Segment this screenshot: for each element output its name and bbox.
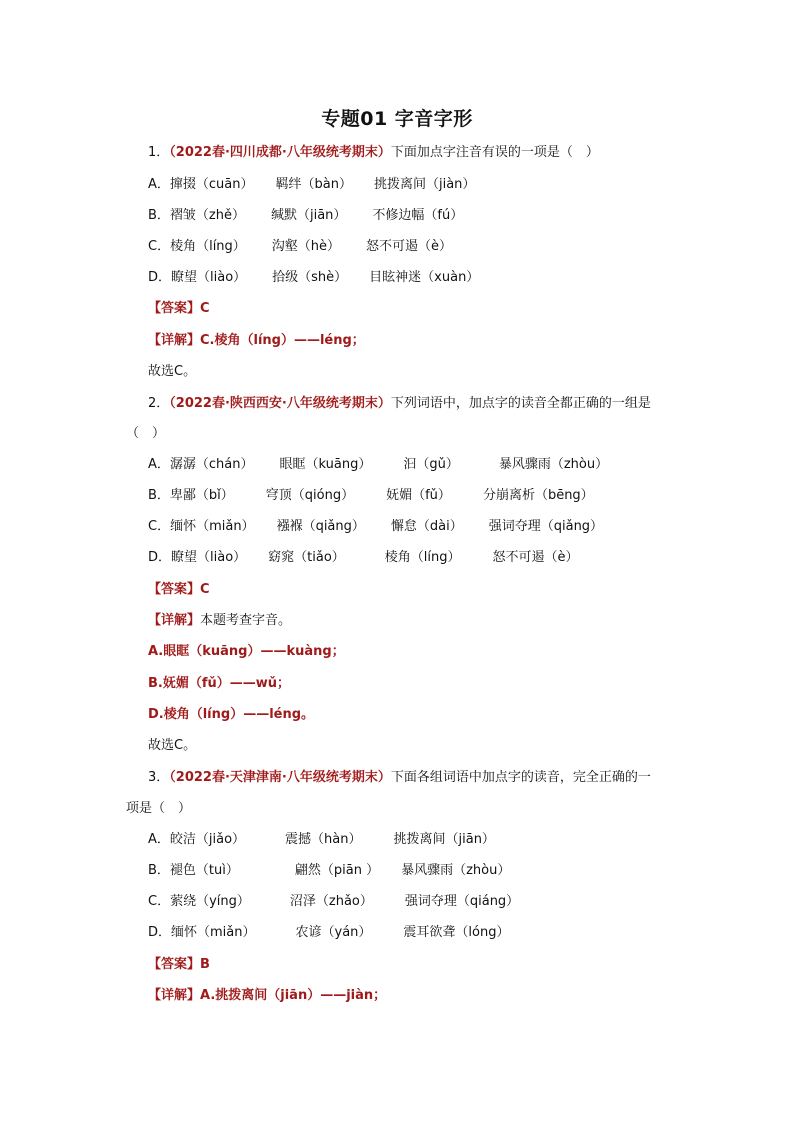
detail-text: C.棱角（líng）——léng； bbox=[200, 333, 365, 348]
detail-label: 【详解】 bbox=[148, 333, 201, 348]
q1-stem-text: 下面加点字注音有误的一项是（ ） bbox=[390, 145, 599, 160]
option-part: 窈窕（tiǎo） bbox=[268, 550, 345, 565]
option-part: D．瞭望（liào） bbox=[148, 270, 247, 285]
option-part: 目眩神迷（xuàn） bbox=[369, 270, 480, 285]
option-part: A．皎洁（jiǎo） bbox=[148, 832, 246, 847]
option-part: 翩然（piān ） bbox=[294, 863, 380, 878]
option-part: 妩媚（fǔ） bbox=[386, 488, 451, 503]
option-part: 农谚（yán） bbox=[295, 925, 372, 940]
answer-label: 【答案】 bbox=[148, 582, 201, 597]
q2-conclusion: 故选C。 bbox=[148, 738, 197, 753]
option-part: 强词夺理（qiáng） bbox=[404, 894, 520, 909]
option-part: 分崩离析（bēng） bbox=[482, 488, 594, 503]
option-part: 懈怠（dài） bbox=[390, 519, 463, 534]
option-part: 震耳欲聋（lóng） bbox=[403, 925, 510, 940]
q2-number: 2． bbox=[148, 396, 170, 411]
q2-option-b bbox=[148, 487, 594, 505]
q3-number: 3． bbox=[148, 770, 170, 785]
answer-label: 【答案】 bbox=[148, 957, 201, 972]
q2-stem-wrap: （ ） bbox=[126, 426, 166, 441]
option-part: A．撺掇（cuān） bbox=[148, 177, 254, 192]
q1-source: （2022春·四川成都·八年级统考期末） bbox=[169, 145, 391, 160]
q2-stem-text: 下列词语中，加点字的读音全都正确的一组是 bbox=[390, 396, 651, 411]
page-title: 专题01 字音字形 bbox=[321, 108, 473, 130]
q2-answer bbox=[148, 581, 210, 599]
q3-option-a bbox=[148, 831, 495, 849]
option-part: 怒不可遏（è） bbox=[366, 239, 453, 254]
q3-source: （2022春·天津津南·八年级统考期末） bbox=[169, 770, 391, 785]
answer-label: 【答案】 bbox=[148, 301, 201, 316]
option-part: 挑拨离间（jiān） bbox=[393, 832, 495, 847]
option-part: 强词夺理（qiǎng） bbox=[488, 519, 604, 534]
q1-conclusion: 故选C。 bbox=[148, 364, 197, 379]
option-part: 穹顶（qióng） bbox=[265, 488, 355, 503]
q3-stem bbox=[148, 769, 651, 787]
q2-detail-line: B.妩媚（fǔ）——wǔ； bbox=[148, 676, 291, 691]
option-part: B．褶皱（zhě） bbox=[148, 208, 245, 223]
option-part: 拾级（shè） bbox=[272, 270, 348, 285]
option-part: 缄默（jiān） bbox=[270, 208, 347, 223]
option-part: D．瞭望（liào） bbox=[148, 550, 247, 565]
q1-stem bbox=[148, 144, 599, 162]
q3-answer bbox=[148, 956, 210, 974]
q2-option-a bbox=[148, 456, 608, 474]
option-part: D．缅怀（miǎn） bbox=[148, 925, 256, 940]
q2-stem bbox=[148, 395, 651, 413]
q3-option-c bbox=[148, 893, 519, 911]
q1-answer bbox=[148, 300, 210, 318]
option-part: 暴风骤雨（zhòu） bbox=[498, 457, 609, 472]
q2-detail bbox=[148, 612, 291, 630]
detail-label: 【详解】 bbox=[148, 613, 201, 628]
option-part: 襁褓（qiǎng） bbox=[276, 519, 365, 534]
q2-option-d bbox=[148, 549, 579, 567]
q3-option-b bbox=[148, 862, 510, 880]
q1-option-d bbox=[148, 269, 479, 287]
answer-value: B bbox=[200, 957, 210, 972]
q1-detail bbox=[148, 332, 365, 350]
q1-number: 1． bbox=[148, 145, 170, 160]
q1-option-b bbox=[148, 207, 463, 225]
q3-stem-wrap: 项是（ ） bbox=[126, 801, 192, 816]
option-part: 羁绊（bàn） bbox=[275, 177, 352, 192]
option-part: 沟壑（hè） bbox=[271, 239, 341, 254]
answer-value: C bbox=[200, 301, 210, 316]
option-part: B．卑鄙（bǐ） bbox=[148, 488, 234, 503]
detail-text: 本题考查字音。 bbox=[200, 613, 292, 628]
detail-text: A.挑拨离间（jiān）——jiàn； bbox=[200, 988, 387, 1003]
q3-stem-text: 下面各组词语中加点字的读音，完全正确的一 bbox=[390, 770, 651, 785]
option-part: B．褪色（tuì） bbox=[148, 863, 239, 878]
detail-label: 【详解】 bbox=[148, 988, 201, 1003]
option-part: C．萦绕（yíng） bbox=[148, 894, 250, 909]
q1-option-a bbox=[148, 176, 475, 194]
q3-option-d bbox=[148, 924, 509, 942]
option-part: 暴风骤雨（zhòu） bbox=[401, 863, 511, 878]
option-part: C．缅怀（miǎn） bbox=[148, 519, 255, 534]
option-part: 怒不可遏（è） bbox=[492, 550, 579, 565]
option-part: 汩（gǔ） bbox=[403, 457, 459, 472]
q2-detail-line: D.棱角（líng）——léng。 bbox=[148, 707, 315, 722]
q3-detail bbox=[148, 987, 386, 1005]
option-part: 不修边幅（fú） bbox=[372, 208, 464, 223]
option-part: 眼眶（kuāng） bbox=[279, 457, 372, 472]
answer-value: C bbox=[200, 582, 210, 597]
q2-detail-line: A.眼眶（kuāng）——kuàng； bbox=[148, 644, 345, 659]
option-part: A．潺潺（chán） bbox=[148, 457, 254, 472]
option-part: 震撼（hàn） bbox=[285, 832, 362, 847]
q2-source: （2022春·陕西西安·八年级统考期末） bbox=[169, 396, 391, 411]
option-part: 棱角（líng） bbox=[384, 550, 461, 565]
option-part: 挑拨离间（jiàn） bbox=[373, 177, 476, 192]
q2-option-c bbox=[148, 518, 603, 536]
q1-option-c bbox=[148, 238, 452, 256]
option-part: 沼泽（zhǎo） bbox=[289, 894, 373, 909]
option-part: C．棱角（líng） bbox=[148, 239, 246, 254]
